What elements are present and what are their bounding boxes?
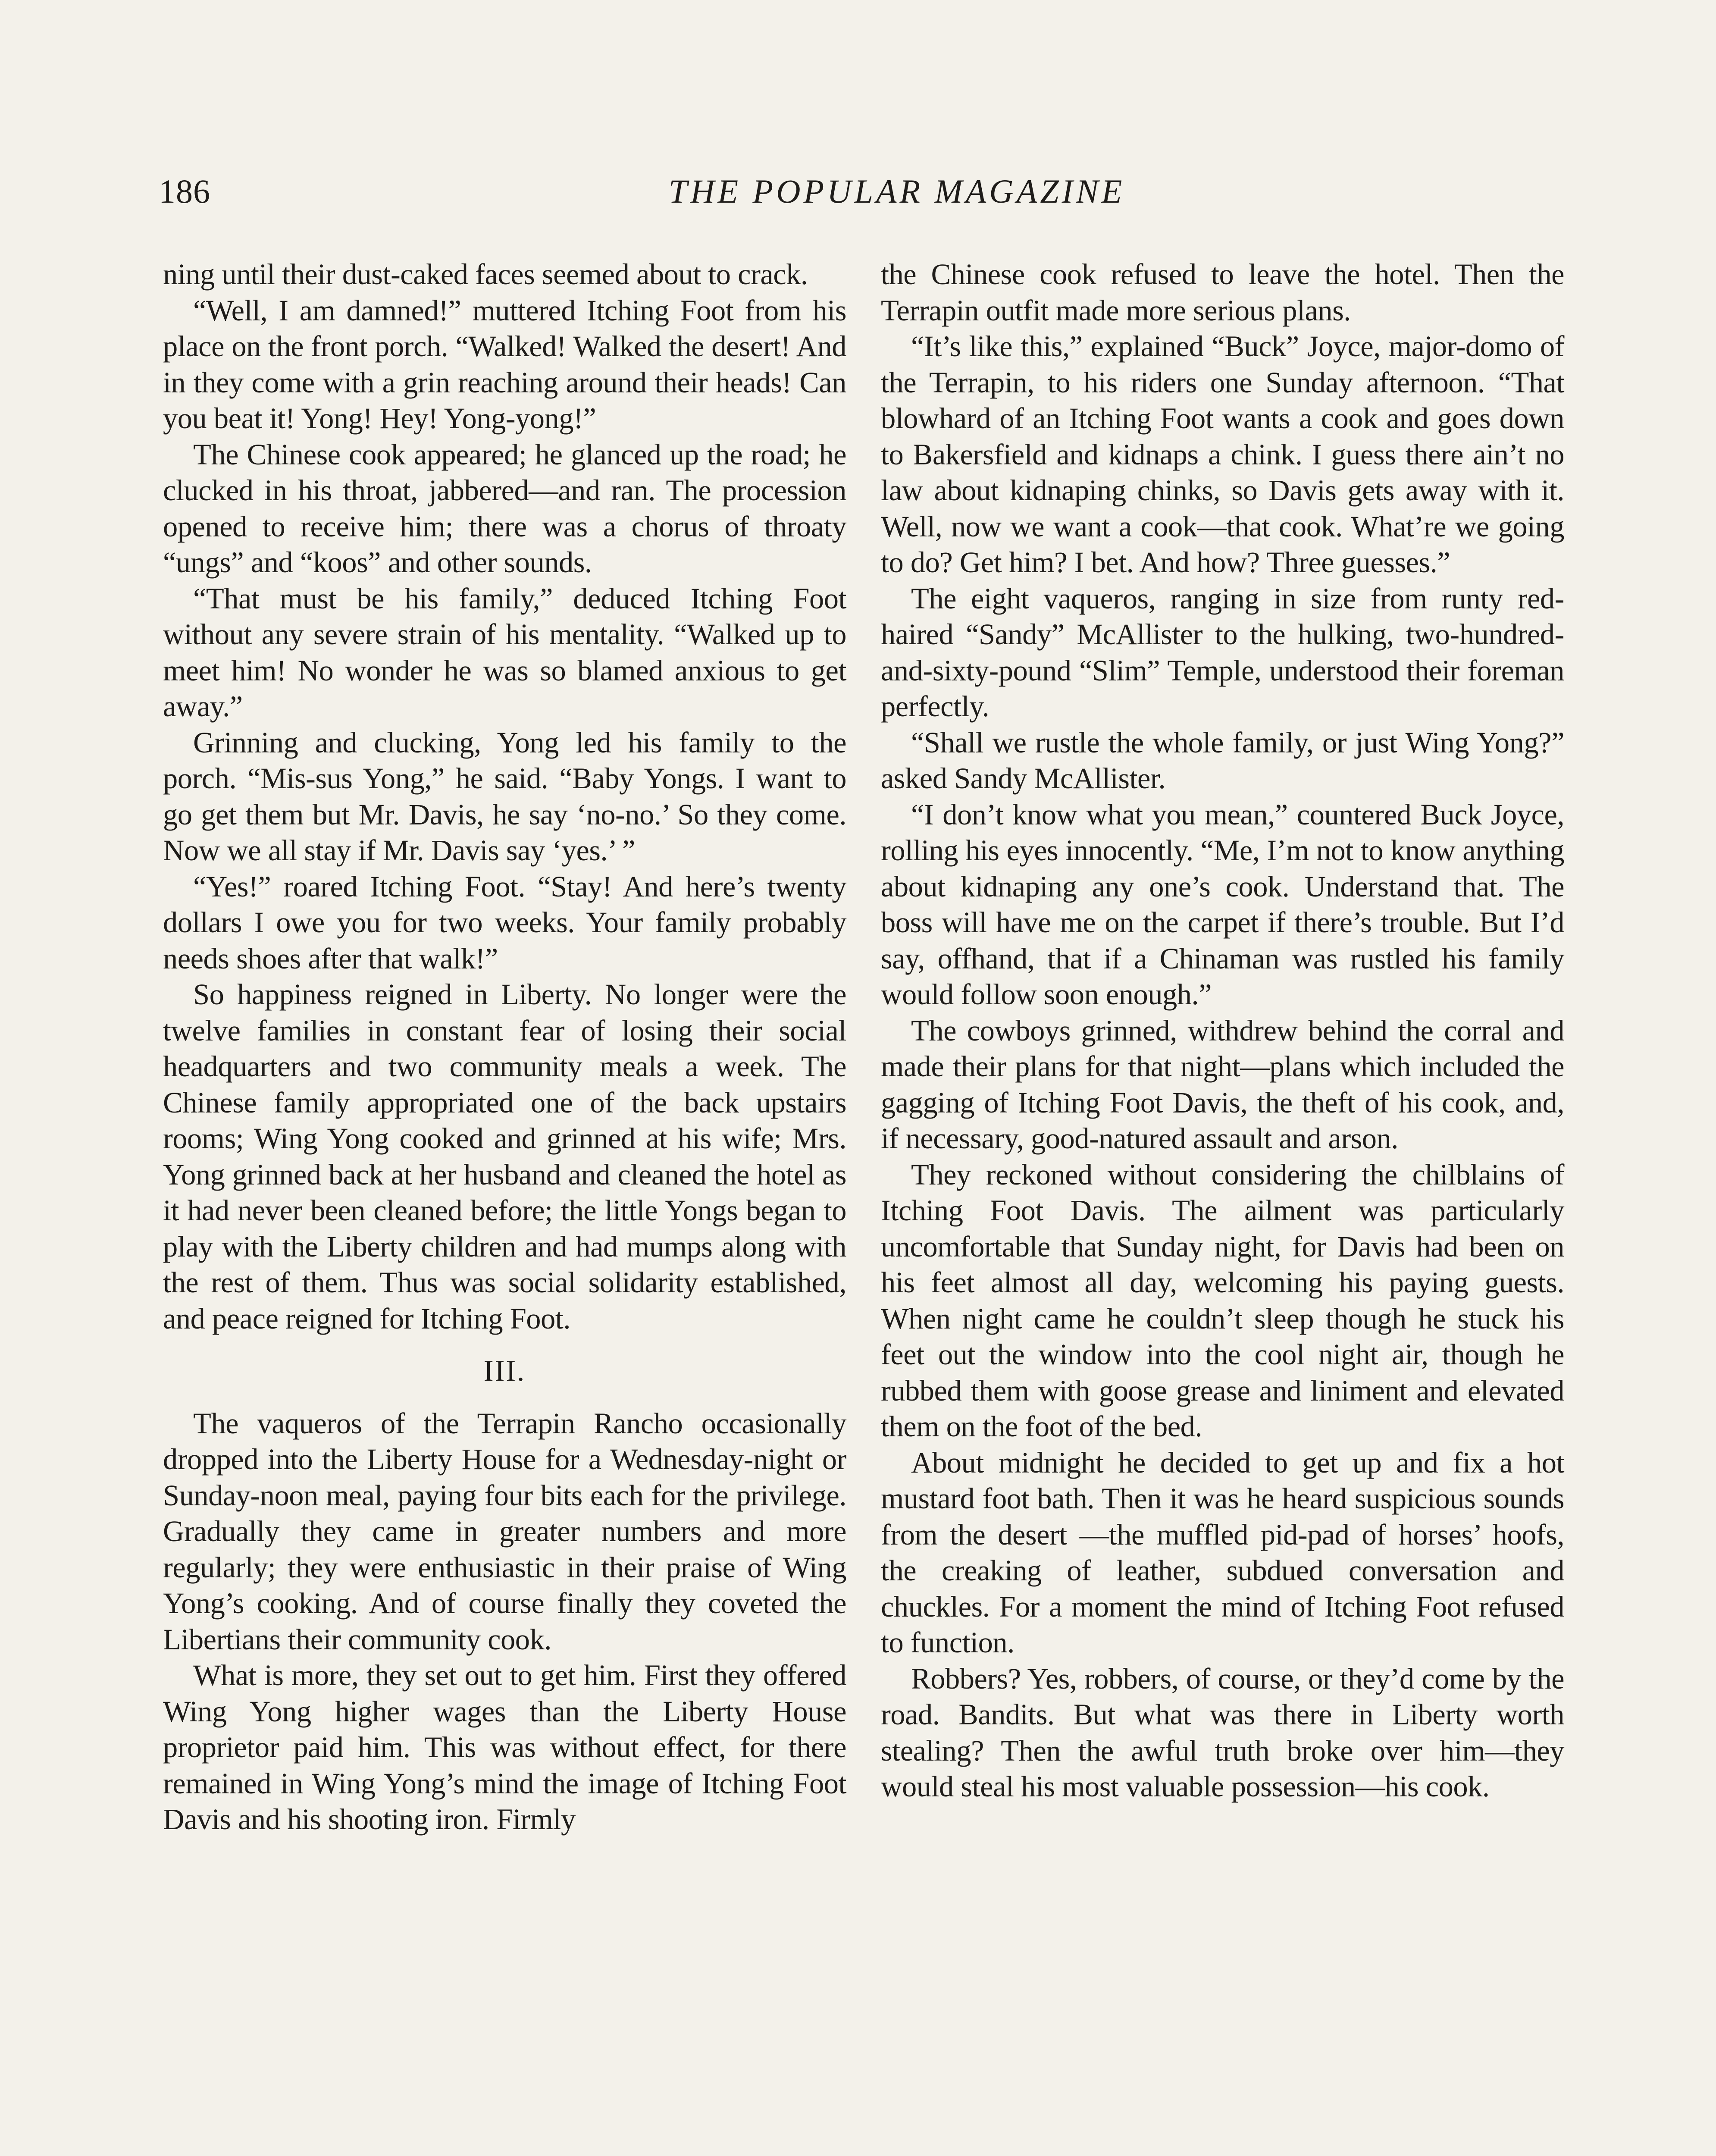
paragraph: “Shall we rustle the whole family, or just Wing Yong?” asked Sandy McAllister. bbox=[881, 726, 1564, 795]
paragraph: “Well, I am damned!” muttered Itching Foot from his place on the front porch. “Walked! Walked the desert! And in they come with a grin reaching around their heads! Can you beat it! Yong! Hey! Yong-yong!” bbox=[163, 294, 846, 435]
paragraph: Grinning and clucking, Yong led his family to the porch. “Mis-sus Yong,” he said. “Baby Yongs. I want to go get them but Mr. Davis, he say ‘no-no.’ So they come. Now we all stay if Mr. Davis say ‘yes.’ ” bbox=[163, 726, 846, 867]
paragraph: The Chinese cook appeared; he glanced up the road; he clucked in his throat, jabbered—and ran. The procession opened to receive him; there was a chorus of throaty “ungs” and “koos” and other sounds. bbox=[163, 438, 846, 579]
right-column bbox=[881, 257, 1564, 1805]
paragraph: The eight vaqueros, ranging in size from runty red-haired “Sandy” McAllister to the hulking, two-hundred-and-sixty-pound “Slim” Temple, understood their foreman perfectly. bbox=[881, 582, 1564, 723]
running-head: THE POPULAR MAGAZINE bbox=[668, 172, 1125, 210]
left-column bbox=[163, 257, 846, 1838]
paragraph: About midnight he decided to get up and fix a hot mustard foot bath. Then it was he heard suspicious sounds from the desert —the muffled pid-pad of horses’ hoofs, the creaking of leather, subdued conversation and chuckles. For a moment the mind of Itching Foot refused to function. bbox=[881, 1446, 1564, 1659]
paragraph: “It’s like this,” explained “Buck” Joyce, major-domo of the Terrapin, to his riders one Sunday afternoon. “That blowhard of an Itching Foot wants a cook and goes down to Bakersfield and kidnaps a chink. I guess there ain’t no law about kidnaping chinks, so Davis gets away with it. Well, now we want a cook—that cook. What’re we going to do? Get him? I bet. And how? Three guesses.” bbox=[881, 330, 1564, 579]
paragraph: Robbers? Yes, robbers, of course, or they’d come by the road. Bandits. But what was there in Liberty worth stealing? Then the awful truth broke over him—they would steal his most valuable possession—his cook. bbox=[881, 1662, 1564, 1803]
page-number: 186 bbox=[159, 172, 210, 210]
paragraph: So happiness reigned in Liberty. No longer were the twelve families in constant fear of losing their social headquarters and two community meals a week. The Chinese family appropriated one of the back upstairs rooms; Wing Yong cooked and grinned at his wife; Mrs. Yong grinned back at her husband and cleaned the hotel as it had never been cleaned before; the little Yongs began to play with the Liberty children and had mumps along with the rest of them. Thus was social solidarity established, and peace reigned for Itching Foot. bbox=[163, 978, 846, 1335]
paragraph: The cowboys grinned, withdrew behind the corral and made their plans for that night—plans which included the gagging of Itching Foot Davis, the theft of his cook, and, if necessary, good-natured assault and arson. bbox=[881, 1014, 1564, 1155]
paragraph: They reckoned without considering the chilblains of Itching Foot Davis. The ailment was particularly uncomfortable that Sunday night, for Davis had been on his feet almost all day, welcoming his paying guests. When night came he couldn’t sleep though he stuck his feet out the window into the cool night air, though he rubbed them with goose grease and liniment and elevated them on the foot of the bed. bbox=[881, 1158, 1564, 1443]
section-heading: III. bbox=[483, 1354, 526, 1387]
paragraph: The vaqueros of the Terrapin Rancho occasionally dropped into the Liberty House for a Wednesday-night or Sunday-noon meal, paying four bits each for the privilege. Gradually they came in greater numbers and more regularly; they were enthusiastic in their praise of Wing Yong’s cooking. And of course finally they coveted the Libertians their community cook. bbox=[163, 1407, 846, 1656]
paragraph: “Yes!” roared Itching Foot. “Stay! And here’s twenty dollars I owe you for two weeks. Your family probably needs shoes after that walk!” bbox=[163, 870, 846, 975]
paragraph: ning until their dust-caked faces seemed about to crack. bbox=[163, 258, 808, 291]
paragraph: “I don’t know what you mean,” countered Buck Joyce, rolling his eyes innocently. “Me, I’m not to know anything about kidnaping any one’s cook. Understand that. The boss will have me on the carpet if there’s trouble. But I’d say, offhand, that if a Chinaman was rustled his family would follow soon enough.” bbox=[881, 798, 1564, 1011]
paragraph: What is more, they set out to get him. First they offered Wing Yong higher wages than the Liberty House proprietor paid him. This was without effect, for there remained in Wing Yong’s mind the image of Itching Foot Davis and his shooting iron. Firmly bbox=[163, 1659, 846, 1836]
paragraph: “That must be his family,” deduced Itching Foot without any severe strain of his mentality. “Walked up to meet him! No wonder he was so blamed anxious to get away.” bbox=[163, 582, 846, 723]
paragraph: the Chinese cook refused to leave the hotel. Then the Terrapin outfit made more serious plans. bbox=[881, 258, 1564, 327]
